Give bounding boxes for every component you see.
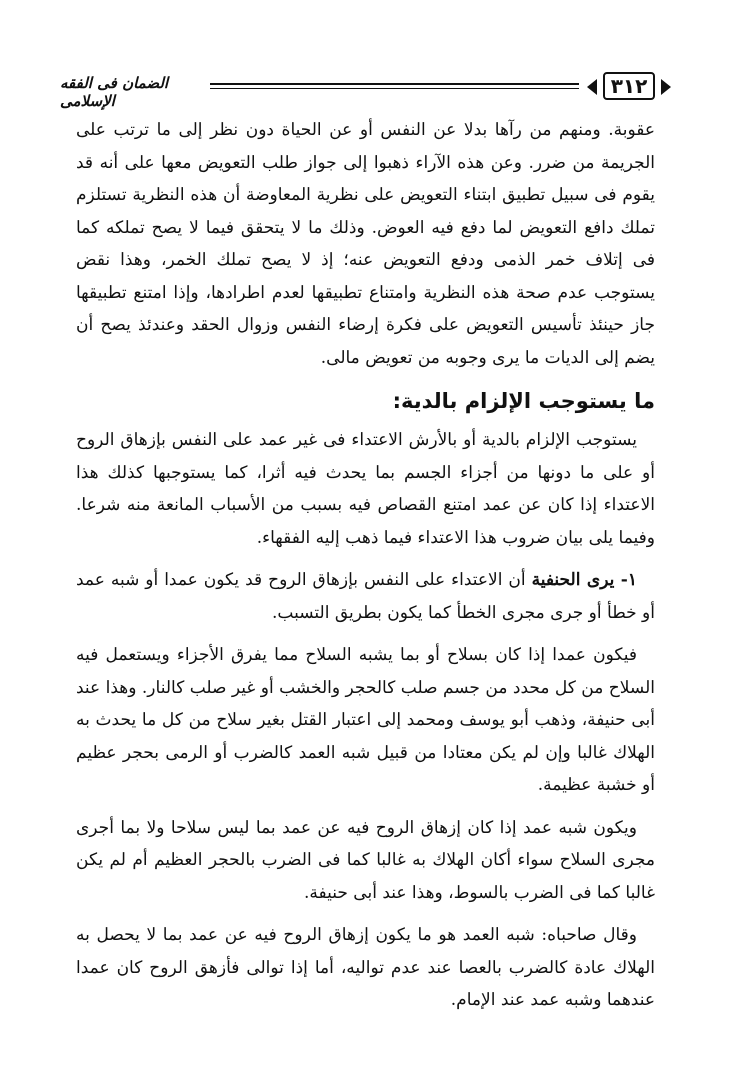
header-rule <box>210 83 579 89</box>
page-body <box>76 114 655 1027</box>
page-header <box>60 72 671 110</box>
page-number: ٣١٢ <box>603 72 656 100</box>
paragraph-5: ويكون شبه عمد إذا كان إزهاق الروح فيه عن عمد بما ليس سلاحا ولا بما أجرى مجرى السلاح سواء أكان الهلاك به غالبا كما فى الضرب بالحجر العظيم أم لم يكن غالبا كما فى الضرب بالسوط، وهذا عند أبى حنيفة. <box>76 817 655 903</box>
paragraph-1: عقوبة. ومنهم من رآها بدلا عن النفس أو عن الحياة دون نظر إلى ما ترتب على الجريمة من ضرر. وعن هذه الآراء ذهبوا إلى جواز طلب التعويض معها على أنه قد يقوم فى سبيل تطبيق ابتناء التعويض على نظرية المعاوضة أن هذه النظرية تستلزم تملك دافع التعويض لما دفع فيه العوض. وذلك ما لا يتحقق فيما لا يصح تملكه كما فى إتلاف خمر الذمى ودفع التعويض عنه؛ إذ لا يصح تملك الخمر، وهذا نقض يستوجب عدم صحة هذه النظرية وامتناع تطبيقها لعدم اطرادها، وإذا امتنع تطبيقها جاز حينئذ تأسيس التعويض على فكرة إرضاء النفس وزوال الحقد وعندئذ يصح أن يضم إلى الديات ما يرى وجوبه من تعويض مالى. <box>76 120 655 368</box>
numbered-lead: ١- يرى الحنفية <box>531 570 637 590</box>
arrow-left-ornament <box>587 79 597 95</box>
paragraph-3 <box>76 564 655 629</box>
paragraph-2: يستوجب الإلزام بالدية أو بالأرش الاعتداء فى غير عمد على النفس بإزهاق الروح أو على ما دونها من أجزاء الجسم بما يحدث فيه أثرا، كما يستوجبها كذلك هذا الاعتداء إذا كان عن عمد امتنع القصاص فيه بسبب من الأسباب المانعة منه شرعا. وفيما يلى بيان ضروب هذا الاعتداء فيما ذهب إليه الفقهاء. <box>76 430 655 548</box>
paragraph-6: وقال صاحباه: شبه العمد هو ما يكون إزهاق الروح فيه عن عمد بما لا يحصل به الهلاك عادة كالضرب بالعصا عند عدم تواليه، أما إذا توالى فأزهق الروح كان عمدا عندهما وشبه عمد عند الإمام. <box>76 925 655 1010</box>
paragraph-4: فيكون عمدا إذا كان بسلاح أو بما يشبه السلاح مما يفرق الأجزاء ويستعمل فيه السلاح من كل محدد من جسم صلب كالحجر والخشب أو غير صلب كالنار. وهذا عند أبى حنيفة، وذهب أبو يوسف ومحمد إلى اعتبار القتل بغير سلاح من كل ما يحدث به الهلاك غالبا وإن لم يكن معتادا من قبيل شبه العمد كالضرب أو الرمى بحجر عظيم أو خشبة عظيمة. <box>76 645 655 795</box>
arrow-right-ornament <box>661 79 671 95</box>
section-heading: ما يستوجب الإلزام بالدية: <box>392 389 655 413</box>
running-title: الضمان فى الفقه الإسلامى <box>60 74 169 110</box>
paragraph-3-text: أن الاعتداء على النفس بإزهاق الروح قد يكون عمدا أو شبه عمد أو خطأ أو جرى مجرى الخطأ كما يكون بطريق التسبب. <box>76 570 655 623</box>
page-number-badge <box>587 72 671 100</box>
